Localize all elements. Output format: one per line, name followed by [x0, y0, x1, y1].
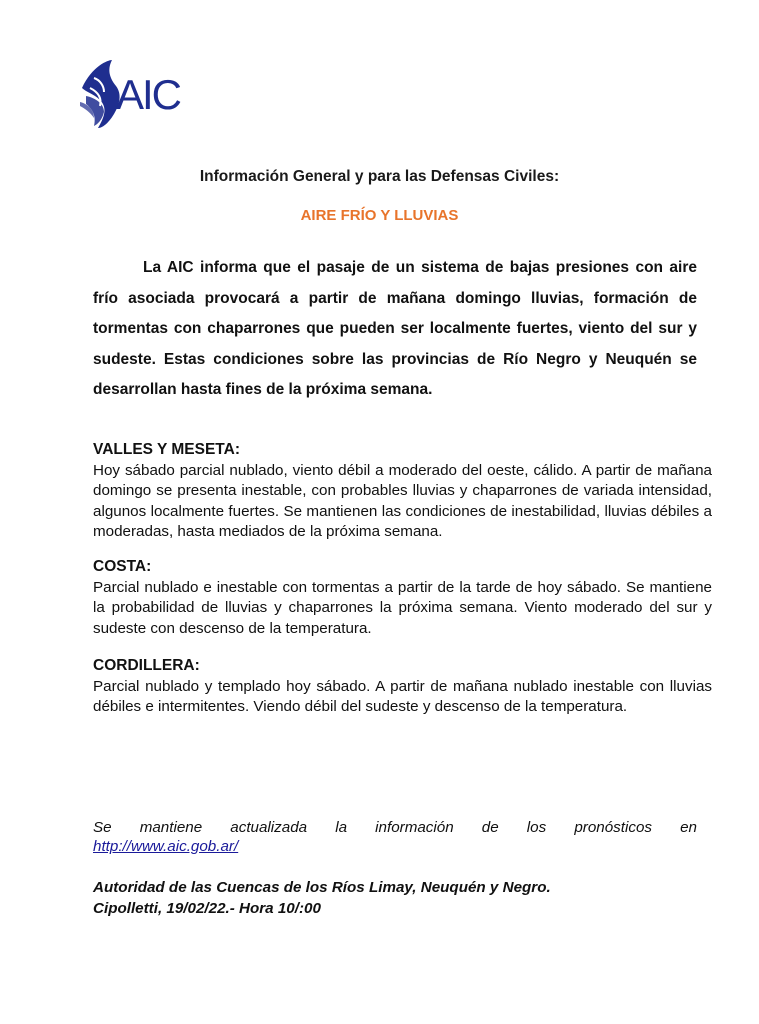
aic-logo-text: AIC	[116, 71, 181, 118]
section-cordillera	[93, 656, 712, 718]
section-title: COSTA:	[93, 558, 152, 575]
section-costa	[93, 557, 712, 639]
section-body: Parcial nublado y templado hoy sábado. A partir de mañana nublado inestable con lluvias débiles e intermitentes. Viendo débil del sudeste y descenso de la temperatura.	[93, 677, 712, 715]
section-body: Hoy sábado parcial nublado, viento débil a moderado del oeste, cálido. A partir de mañana domingo se presenta inestable, con probables lluvias y chaparrones de variada intensidad, algunos localmente fuertes. Se mantienen las condiciones de inestabilidad, lluvias débiles a moderadas, hasta mediados de la próxima semana.	[93, 461, 712, 540]
section-title: VALLES Y MESETA:	[93, 441, 240, 458]
footer-note: Se mantiene actualizada la información de los pronósticos en	[93, 819, 697, 836]
section-valles-meseta	[93, 440, 712, 543]
page-subtitle: Información General y para las Defensas Civiles:	[199, 168, 560, 185]
intro-paragraph: La AIC informa que el pasaje de un sistema de bajas presiones con aire frío asociada provocará a partir de mañana domingo lluvias, formación de tormentas con chaparrones que pueden ser localmente fuertes, viento del sur y sudeste. Estas condiciones sobre las provincias de Río Negro y Neuquén se desarrollan hasta fines de la próxima semana.	[93, 259, 697, 398]
section-body: Parcial nublado e inestable con tormentas a partir de la tarde de hoy sábado. Se mantiene la probabilidad de lluvias y chaparrones la próxima semana. Viento moderado del sur y sudeste con descenso de la temperatura.	[93, 578, 712, 637]
authority-name: Autoridad de las Cuencas de los Ríos Limay, Neuquén y Negro.	[93, 879, 551, 896]
page-title: AIRE FRÍO Y LLUVIAS	[300, 207, 459, 224]
aic-website-link[interactable]: http://www.aic.gob.ar/	[93, 838, 239, 855]
section-title: CORDILLERA:	[93, 657, 200, 674]
date-line: Cipolletti, 19/02/22.- Hora 10/:00	[93, 899, 321, 917]
footer-signature	[93, 878, 697, 919]
